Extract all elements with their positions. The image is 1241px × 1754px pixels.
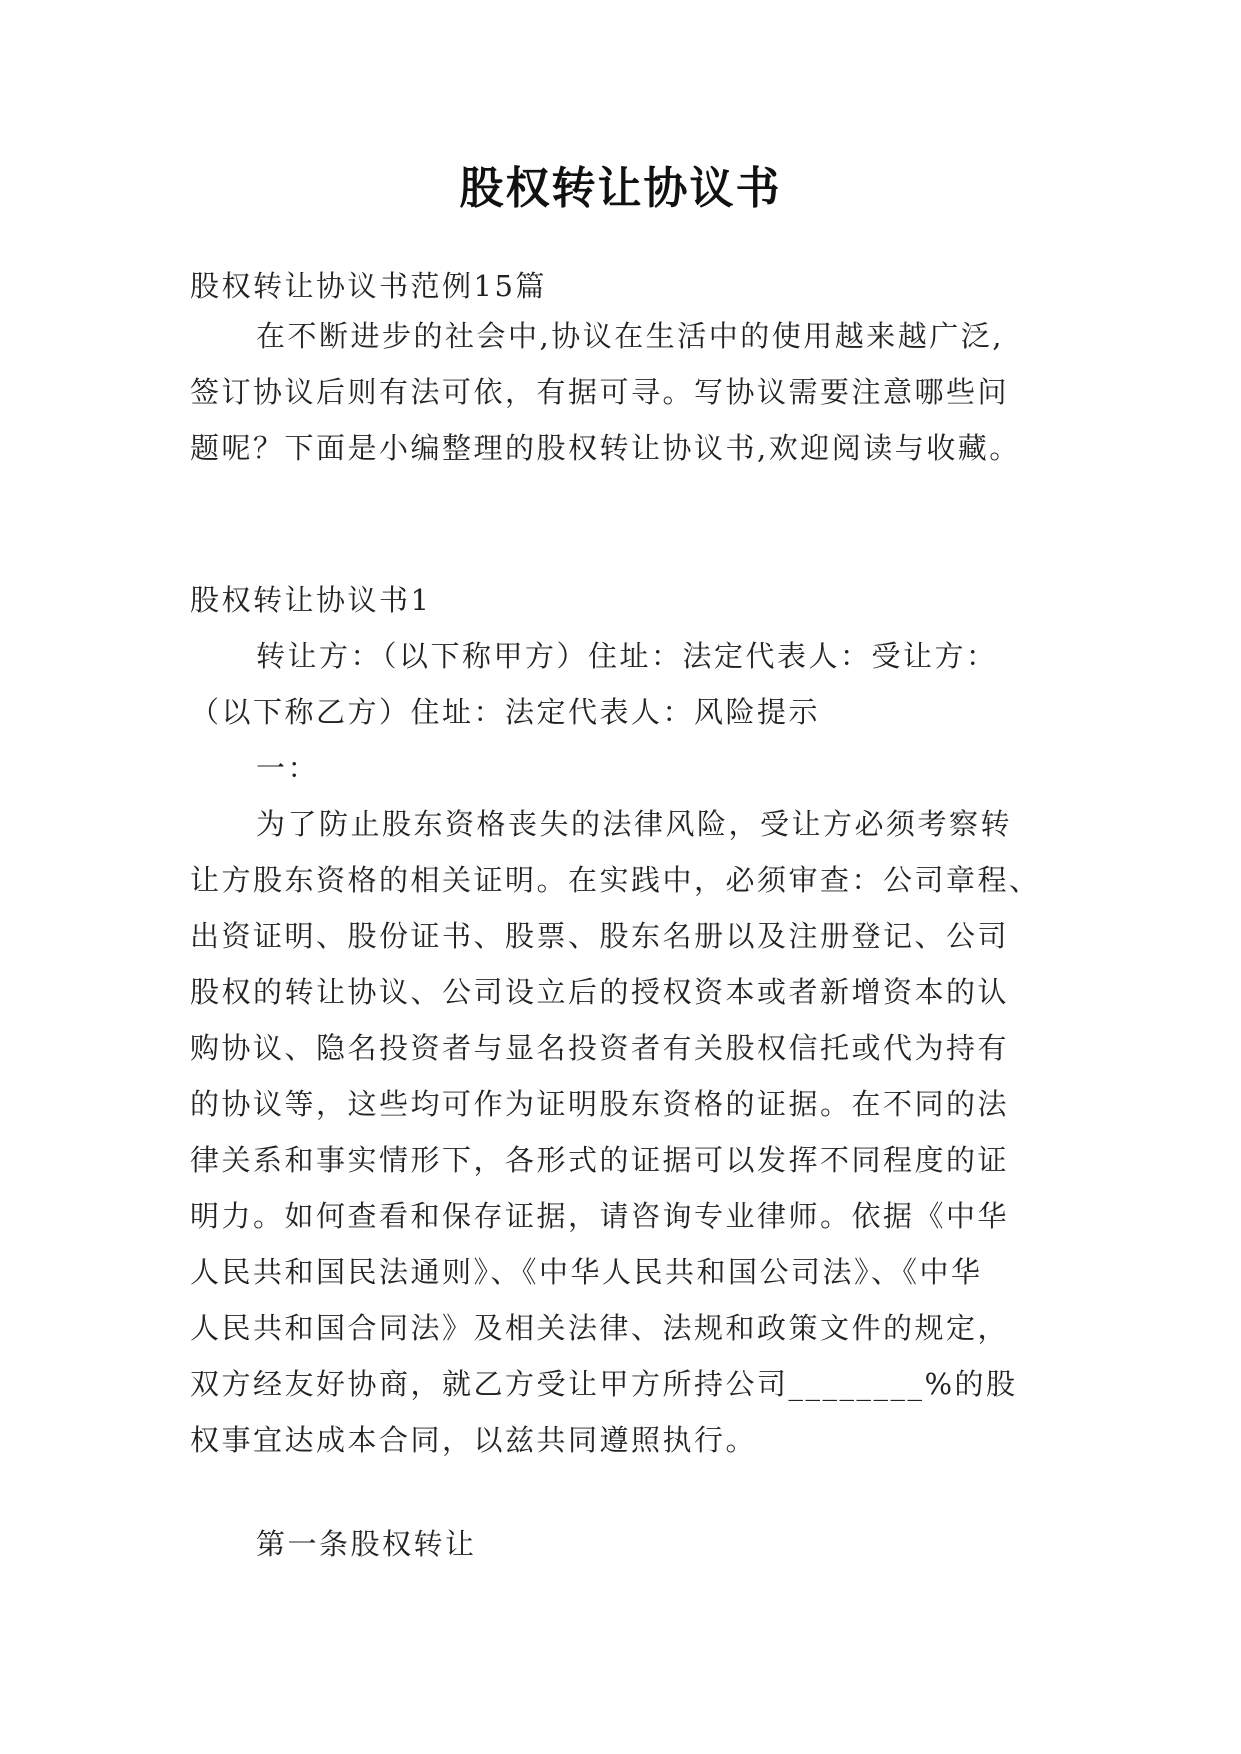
risk-line: 让方股东资格的相关证明。在实践中，必须审查：公司章程、 xyxy=(190,863,1041,897)
parties-line: 转让方：（以下称甲方）住址：法定代表人：受让方： xyxy=(256,639,998,673)
item-one xyxy=(190,740,1050,796)
risk-line: 股权的转让协议、公司设立后的授权资本或者新增资本的认 xyxy=(190,975,1010,1009)
intro-paragraph xyxy=(190,308,1050,476)
section-heading: 股权转让协议书1 xyxy=(190,583,432,617)
document-subtitle: 股权转让协议书范例15篇 xyxy=(190,269,547,303)
intro-line: 题呢？下面是小编整理的股权转让协议书,欢迎阅读与收藏。 xyxy=(190,431,1021,465)
risk-paragraph xyxy=(190,796,1050,1468)
risk-line: 的协议等，这些均可作为证明股东资格的证据。在不同的法 xyxy=(190,1087,1010,1121)
parties-paragraph xyxy=(190,628,1050,740)
article-one xyxy=(190,1516,1050,1572)
risk-line: 出资证明、股份证书、股票、股东名册以及注册登记、公司 xyxy=(190,919,1010,953)
risk-line: 权事宜达成本合同，以兹共同遵照执行。 xyxy=(190,1423,758,1457)
parties-line: （以下称乙方）住址：法定代表人：风险提示 xyxy=(190,695,821,729)
risk-line: 购协议、隐名投资者与显名投资者有关股权信托或代为持有 xyxy=(190,1031,1010,1065)
intro-line: 签订协议后则有法可依，有据可寻。写协议需要注意哪些问 xyxy=(190,375,1010,409)
risk-line: 律关系和事实情形下，各形式的证据可以发挥不同程度的证 xyxy=(190,1143,1010,1177)
risk-line: 明力。如何查看和保存证据，请咨询专业律师。依据《中华 xyxy=(190,1199,1010,1233)
article-one-heading: 第一条股权转让 xyxy=(256,1527,477,1561)
risk-line: 人民共和国民法通则》、《中华人民共和国公司法》、《中华 xyxy=(190,1255,983,1289)
risk-line: 双方经友好协商，就乙方受让甲方所持公司________%的股 xyxy=(190,1367,1018,1401)
intro-line: 在不断进步的社会中,协议在生活中的使用越来越广泛, xyxy=(256,319,1004,353)
page-title: 股权转让协议书 xyxy=(459,163,782,214)
risk-line: 人民共和国合同法》及相关法律、法规和政策文件的规定， xyxy=(190,1311,1010,1345)
risk-line: 为了防止股东资格丧失的法律风险，受让方必须考察转 xyxy=(256,807,1013,841)
item-one-label: 一： xyxy=(256,751,320,785)
